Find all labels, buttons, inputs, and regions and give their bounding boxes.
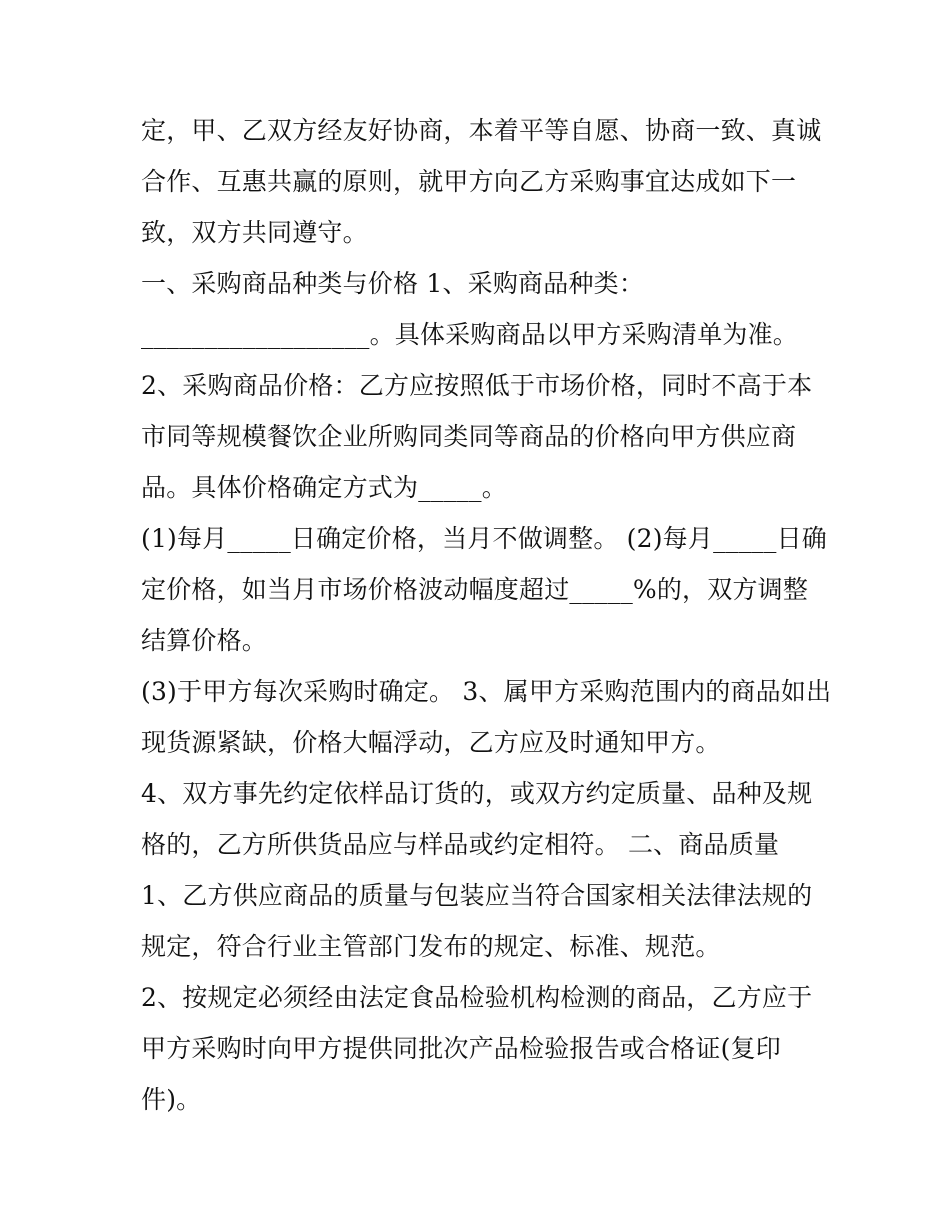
text-line: 定，甲、乙双方经友好协商，本着平等自愿、协商一致、真诚 [141, 116, 822, 145]
text-line: 4、双方事先约定依样品订货的，或双方约定质量、品种及规 [141, 779, 813, 808]
text-line: __________________。具体采购商品以甲方采购清单为准。 [141, 320, 799, 349]
text-line: 市同等规模餐饮企业所购同类同等商品的价格向甲方供应商 [141, 422, 797, 451]
text-line: 甲方采购时向甲方提供同批次产品检验报告或合格证(复印 [141, 1034, 781, 1063]
text-line: 规定，符合行业主管部门发布的规定、标准、规范。 [141, 932, 721, 961]
text-line: (1)每月_____日确定价格，当月不做调整。 (2)每月_____日确 [141, 524, 827, 553]
section-heading-line: 一、采购商品种类与价格 1、采购商品种类： [141, 269, 645, 298]
document-body [141, 105, 832, 1125]
text-line: 定价格，如当月市场价格波动幅度超过_____%的，双方调整 [141, 575, 809, 604]
text-line: 格的，乙方所供货品应与样品或约定相符。 二、商品质量 [141, 830, 780, 859]
text-line: 合作、互惠共赢的原则，就甲方向乙方采购事宜达成如下一 [141, 167, 797, 196]
text-line: 品。具体价格确定方式为_____。 [141, 473, 507, 502]
text-line: 件)。 [141, 1085, 202, 1114]
text-line: 致，双方共同遵守。 [141, 218, 368, 247]
text-line: 2、按规定必须经由法定食品检验机构检测的商品，乙方应于 [141, 983, 813, 1012]
text-line: 2、采购商品价格：乙方应按照低于市场价格，同时不高于本 [141, 371, 813, 400]
text-line: 现货源紧缺，价格大幅浮动，乙方应及时通知甲方。 [141, 728, 721, 757]
text-line: 1、乙方供应商品的质量与包装应当符合国家相关法律法规的 [141, 881, 813, 910]
text-line: 结算价格。 [141, 626, 268, 655]
text-line: (3)于甲方每次采购时确定。 3、属甲方采购范围内的商品如出 [141, 677, 832, 706]
